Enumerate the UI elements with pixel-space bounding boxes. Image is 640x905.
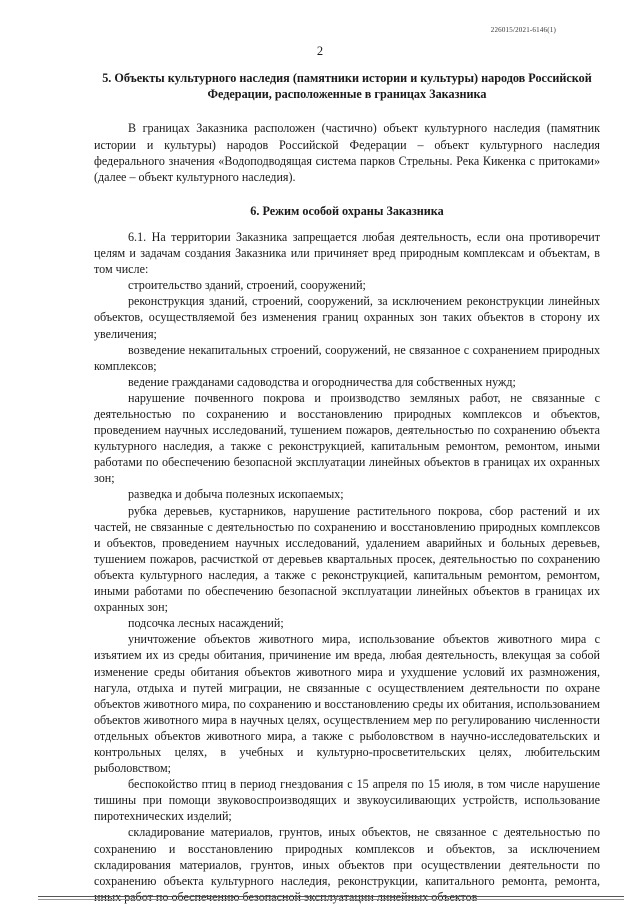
section-6-item: беспокойство птиц в период гнездования с 15 апреля по 15 июля, в том числе нарушение тишины при помощи звуковоспроизводящих и звукоусиливающих устройств, использование пиротехнических изделий; — [94, 777, 600, 824]
section-6-item: рубка деревьев, кустарников, нарушение растительного покрова, сбор растений и их частей, не связанные с деятельностью по сохранению и восстановлению природных комплексов и объектов, проведением научных исследований, удалением аварийных и больных деревьев, тушением пожаров, расчисткой от деревьев квартальных просек, деятельностью по сохранению объекта культурного наследия, а также с реконструкцией, капитальным ремонтом, ремонтом, иными работами по обеспечению безопасной эксплуатации линейных объектов в границах их охранных зон; — [94, 503, 600, 615]
scan-bottom-edge-line — [38, 896, 624, 897]
page-number: 2 — [316, 44, 324, 58]
section-6-item: уничтожение объектов животного мира, использование объектов животного мира с изъятием их из среды обитания, причинение им вреда, любая деятельность, влекущая за собой изменение среды обитания объектов животного мира и ухудшение условий их размножения, нагула, отдыха и путей миграции, не связанные с осуществлением деятельности по охране объектов животного мира, по сохранению и восстановлению среды их обитания, использованием объектов животного мира в научных целях, осуществлением мер по регулированию численности отдельных объектов животного мира, а также с рыболовством в научно-исследовательских и контрольных целях, в учебных и культурно-просветительских целях, любительским рыболовством; — [94, 632, 600, 776]
section-6-item: нарушение почвенного покрова и производство земляных работ, не связанные с деятельностью по сохранению и восстановлению природных комплексов и объектов, проведением научных исследований, тушением пожаров, деятельностью по сохранению объекта культурного наследия, а также с реконструкцией, капитальным ремонтом, ремонтом, иными работами по обеспечению безопасной эксплуатации линейных объектов в границах их охранных зон; — [94, 390, 600, 486]
section-6-item: 6.1. На территории Заказника запрещается любая деятельность, если она противоречит целям и задачам создания Заказника или причиняет вред природным комплексам и объектам, в том числе: — [94, 229, 600, 277]
document-registration-number: 226015/2021-6146(1) — [490, 26, 556, 34]
section-6-item: строительство зданий, строений, сооружений; — [128, 278, 366, 293]
section-6-list — [94, 229, 600, 905]
scan-bottom-edge-line-secondary — [38, 899, 624, 900]
section-6-item: разведка и добыча полезных ископаемых; — [128, 487, 344, 502]
section-5-heading: 5. Объекты культурного наследия (памятники истории и культуры) народов Российской Федерации, расположенные в границах Заказника — [102, 71, 592, 102]
section-6-item: подсочка лесных насаждений; — [128, 616, 284, 631]
section-6-item: возведение некапитальных строений, сооружений, не связанное с сохранением природных комплексов; — [94, 342, 600, 373]
section-6-item: реконструкция зданий, строений, сооружений, за исключением реконструкции линейных объектов, осуществляемой без изменения границ охранных зон таких объектов в сторону их увеличения; — [94, 294, 600, 341]
document-body — [94, 68, 600, 905]
section-6-item: ведение гражданами садоводства и огородничества для собственных нужд; — [128, 374, 516, 389]
section-6-heading: 6. Режим особой охраны Заказника — [250, 203, 444, 218]
section-5-paragraph: В границах Заказника расположен (частично) объект культурного наследия (памятник истории и культуры) народов Российской Федерации – объект культурного наследия федерального значения «Водоподводящая система парков Стрельны. Река Кикенка с притоками» (далее – объект культурного наследия). — [94, 121, 600, 184]
section-6-item: складирование материалов, грунтов, иных объектов, не связанное с деятельностью по сохранению и восстановлению природных комплексов и объектов, за исключением складирования материалов, грунтов, иных объектов при осуществлении деятельности по сохранению объекта культурного наследия, реконструкции, капитального ремонта, ремонта, иных работ по обеспечению безопасной эксплуатации линейных объектов — [94, 825, 600, 904]
